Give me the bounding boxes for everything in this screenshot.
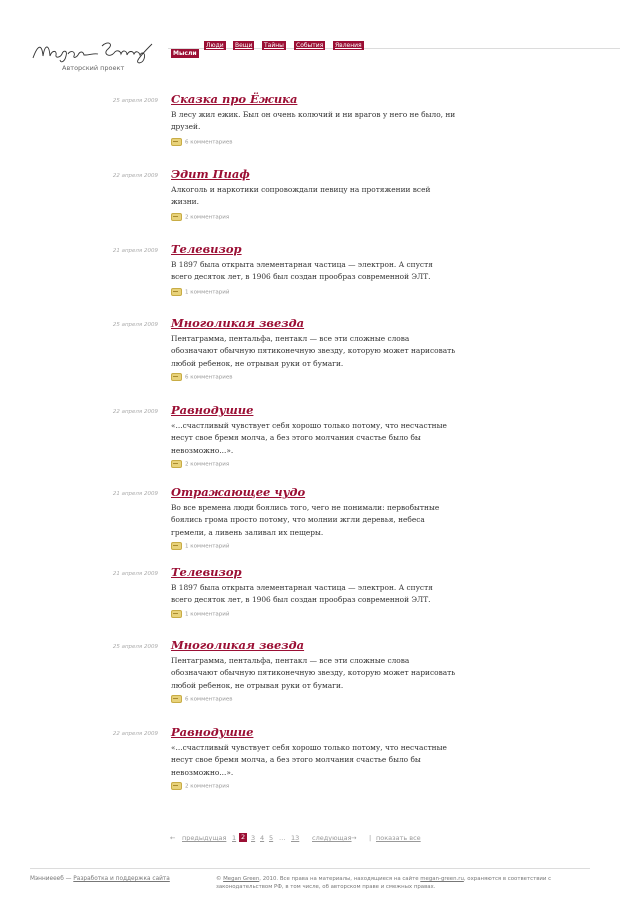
post-date: 25 апреля 2009 (112, 644, 158, 650)
post-date: 25 апреля 2009 (112, 98, 158, 104)
comment-icon (171, 542, 182, 550)
post-comments-link[interactable] (171, 288, 229, 296)
comment-icon (171, 288, 182, 296)
post-date: 21 апреля 2009 (112, 571, 158, 577)
page-link-4[interactable]: 4 (260, 834, 265, 842)
post-excerpt: Во все времена люди боялись того, чего не понимали: первобытные боялись грома просто потому, что молнии жгли деревья, небеса гремели, а ливень заливал их пещеры. (171, 503, 440, 537)
next-arrow-icon: → (351, 834, 357, 842)
post-title-link[interactable]: Эдит Пиаф (171, 167, 250, 181)
comments-count: 1 комментарий (185, 289, 230, 296)
post-date: 25 апреля 2009 (112, 322, 158, 328)
comment-icon (171, 610, 182, 618)
comment-icon (171, 460, 182, 468)
post-excerpt: В лесу жил ежик. Был он очень колючий и ни врагов у него не было, ни друзей. (171, 110, 456, 132)
post-excerpt: «...счастливый чувствует себя хорошо только потому, что несчастные несут свое бремя молча, а без этого молчания счастье было бы невозможно...». (171, 743, 447, 777)
post-comments-link[interactable] (171, 695, 232, 703)
post-date: 22 апреля 2009 (112, 409, 158, 415)
footer-credits-prefix: Мэнниеееб — (30, 876, 72, 882)
nav-item-phenomena[interactable]: Явления (335, 42, 362, 49)
comment-icon (171, 213, 182, 221)
post-title-link[interactable]: Телевизор (171, 242, 242, 256)
copyright-symbol: © (216, 876, 222, 882)
page-link-13[interactable]: 13 (291, 834, 300, 842)
comments-count: 2 комментария (185, 214, 230, 221)
comment-icon (171, 782, 182, 790)
nav-item-things[interactable]: Вещи (235, 42, 253, 49)
post-comments-link[interactable] (171, 213, 229, 221)
nav-item-people[interactable]: Люди (206, 42, 224, 49)
comment-icon (171, 138, 182, 146)
post-title-link[interactable]: Равнодушие (171, 403, 254, 417)
post-title-link[interactable]: Сказка про Ёжика (171, 92, 298, 106)
show-all-link[interactable]: показать все (376, 834, 421, 842)
comment-icon (171, 695, 182, 703)
post-comments-link[interactable] (171, 138, 232, 146)
site-link[interactable]: megan-green.ru (420, 876, 464, 882)
post-excerpt: Алкоголь и наркотики сопровождали певицу на протяжении всей жизни. (171, 185, 431, 207)
pagination-ellipsis: … (279, 834, 286, 842)
site-tagline: Авторский проект (62, 64, 125, 72)
post-title-link[interactable]: Телевизор (171, 565, 242, 579)
post-comments-link[interactable] (171, 542, 229, 550)
post-title-link[interactable]: Равнодушие (171, 725, 254, 739)
nav-item-mysteries[interactable]: Тайны (264, 42, 284, 49)
comments-count: 2 комментария (185, 783, 230, 790)
next-page-link[interactable]: следующая (312, 834, 352, 842)
post-comments-link[interactable] (171, 610, 229, 618)
pagination-separator: | (369, 834, 372, 842)
prev-page-link[interactable]: предыдущая (182, 834, 227, 842)
post-title-link[interactable]: Многоликая звезда (171, 316, 305, 330)
page-current-2: 2 (241, 833, 246, 841)
page-link-5[interactable]: 5 (269, 834, 274, 842)
nav-item-thoughts[interactable]: Мысли (173, 50, 197, 57)
page-link-3[interactable]: 3 (251, 834, 256, 842)
nav-item-events[interactable]: События (296, 42, 324, 49)
post-title-link[interactable]: Многоликая звезда (171, 638, 305, 652)
footer-copyright (216, 876, 576, 891)
post-excerpt: Пентаграмма, пентальфа, пентакл — все эти сложные слова обозначают обычную пятиконечную звезду, которую может нарисовать любой ребенок, не отрывая руки от бумаги. (171, 656, 456, 690)
post-comments-link[interactable] (171, 460, 229, 468)
logo-signature-icon (30, 36, 155, 66)
comment-icon (171, 373, 182, 381)
post-excerpt: В 1897 была открыта элементарная частица — электрон. А спустя всего десяток лет, в 1906 был создан прообраз современной ЭЛТ. (171, 583, 433, 605)
comments-count: 6 комментариев (185, 696, 233, 703)
comments-count: 6 комментариев (185, 139, 233, 146)
comments-count: 6 комментариев (185, 374, 233, 381)
post-date: 21 апреля 2009 (112, 491, 158, 497)
comments-count: 2 комментария (185, 461, 230, 468)
page-link-1[interactable]: 1 (232, 834, 237, 842)
footer-credits (30, 876, 170, 882)
copyright-text: , 2010. Все права на материалы, находящиеся на сайте (259, 876, 419, 882)
post-date: 22 апреля 2009 (112, 731, 158, 737)
post-date: 21 апреля 2009 (112, 248, 158, 254)
post-excerpt: «...счастливый чувствует себя хорошо только потому, что несчастные несут свое бремя молча, а без этого молчания счастье было бы невозможно...». (171, 421, 447, 455)
prev-arrow-icon: ← (170, 834, 176, 842)
author-link[interactable]: Megan Green (223, 876, 260, 882)
post-excerpt: Пентаграмма, пентальфа, пентакл — все эти сложные слова обозначают обычную пятиконечную звезду, которую может нарисовать любой ребенок, не отрывая руки от бумаги. (171, 334, 456, 368)
comments-count: 1 комментарий (185, 611, 230, 618)
post-date: 22 апреля 2009 (112, 173, 158, 179)
footer-divider (30, 868, 590, 869)
developer-link[interactable]: Разработка и поддержка сайта (73, 876, 170, 882)
rights-text: , охраняются в соответствии с законодательством РФ, в том числе, об авторском праве и смежных правах. (216, 876, 552, 890)
post-comments-link[interactable] (171, 373, 232, 381)
post-comments-link[interactable] (171, 782, 229, 790)
post-excerpt: В 1897 была открыта элементарная частица — электрон. А спустя всего десяток лет, в 1906 был создан прообраз современной ЭЛТ. (171, 260, 433, 282)
comments-count: 1 комментарий (185, 543, 230, 550)
post-title-link[interactable]: Отражающее чудо (171, 485, 306, 499)
